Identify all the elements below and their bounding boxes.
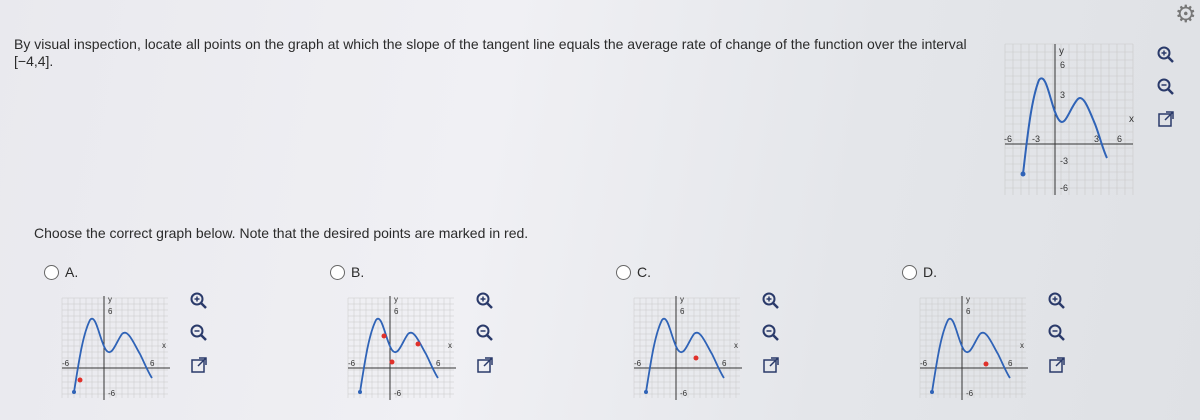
tick-x-6: 6: [1008, 359, 1013, 368]
tick-x-neg6: -6: [920, 359, 928, 368]
popout-icon[interactable]: [1046, 354, 1068, 376]
tick-x-6: 6: [436, 359, 441, 368]
option-c-tools: [760, 290, 782, 376]
radio-a[interactable]: [44, 265, 59, 280]
endpoint-left: [1021, 172, 1026, 177]
zoom-in-icon[interactable]: [474, 290, 496, 312]
red-marker: [416, 342, 421, 347]
endpoint-left: [358, 390, 362, 394]
endpoint-left: [644, 390, 648, 394]
instruction-text: Choose the correct graph below. Note that the desired points are marked in red.: [34, 225, 529, 241]
zoom-in-icon[interactable]: [1155, 44, 1177, 66]
option-d-letter: D.: [923, 264, 937, 280]
tick-x-neg6: -6: [634, 359, 642, 368]
tick-x-neg6: -6: [1004, 134, 1013, 144]
red-marker: [984, 362, 989, 367]
option-c[interactable]: [616, 264, 651, 280]
y-axis-label: y: [1059, 46, 1064, 57]
tick-y-neg6: -6: [966, 389, 974, 398]
tick-x-neg3: -3: [1032, 134, 1041, 144]
popout-icon[interactable]: [760, 354, 782, 376]
red-marker: [694, 356, 699, 361]
tick-x-neg6: -6: [348, 359, 356, 368]
function-curve: [360, 319, 438, 392]
zoom-out-icon[interactable]: [1155, 76, 1177, 98]
x-axis-label: x: [162, 341, 166, 350]
zoom-in-icon[interactable]: [1046, 290, 1068, 312]
tick-y-6: 6: [394, 307, 399, 316]
tick-y-neg6: -6: [680, 389, 688, 398]
tick-x-3: 3: [1094, 134, 1100, 144]
function-curve: [932, 319, 1010, 392]
x-axis-label: x: [1129, 114, 1134, 125]
option-b-letter: B.: [351, 264, 365, 280]
tick-y-6: 6: [966, 307, 971, 316]
function-curve: [646, 319, 724, 392]
option-b[interactable]: [330, 264, 364, 280]
tick-x-6: 6: [150, 359, 155, 368]
main-graph: [1003, 40, 1143, 200]
zoom-out-icon[interactable]: [474, 322, 496, 344]
tick-x-neg6: -6: [62, 359, 70, 368]
zoom-in-icon[interactable]: [760, 290, 782, 312]
popout-icon[interactable]: [474, 354, 496, 376]
option-a-letter: A.: [65, 264, 79, 280]
zoom-in-icon[interactable]: [188, 290, 210, 312]
tick-y-neg6: -6: [108, 389, 116, 398]
option-c-graph: [630, 292, 750, 404]
y-axis-label: y: [108, 295, 112, 304]
popout-icon[interactable]: [188, 354, 210, 376]
red-marker: [382, 334, 387, 339]
gear-icon[interactable]: ⚙: [1175, 1, 1197, 28]
tick-y-3: 3: [1060, 90, 1066, 100]
popout-icon[interactable]: [1155, 108, 1177, 130]
tick-y-6: 6: [108, 307, 113, 316]
option-d-graph: [916, 292, 1036, 404]
red-marker: [390, 360, 395, 365]
tick-y-neg6: -6: [1060, 183, 1069, 193]
option-a[interactable]: [44, 264, 78, 280]
endpoint-left: [72, 390, 76, 394]
option-c-letter: C.: [637, 264, 651, 280]
y-axis-label: y: [680, 295, 684, 304]
x-axis-label: x: [448, 341, 452, 350]
x-axis-label: x: [1020, 341, 1024, 350]
option-b-graph: [344, 292, 464, 404]
tick-y-neg6: -6: [394, 389, 402, 398]
tick-y-6: 6: [680, 307, 685, 316]
radio-c[interactable]: [616, 265, 631, 280]
function-curve: [74, 319, 152, 392]
radio-b[interactable]: [330, 265, 345, 280]
option-d-tools: [1046, 290, 1068, 376]
endpoint-left: [930, 390, 934, 394]
y-axis-label: y: [966, 295, 970, 304]
tick-x-6: 6: [1117, 134, 1123, 144]
option-d[interactable]: [902, 264, 937, 280]
zoom-out-icon[interactable]: [1046, 322, 1068, 344]
tick-x-6: 6: [722, 359, 727, 368]
zoom-out-icon[interactable]: [760, 322, 782, 344]
radio-d[interactable]: [902, 265, 917, 280]
zoom-out-icon[interactable]: [188, 322, 210, 344]
question-text: By visual inspection, locate all points on the graph at which the slope of the tangent line equals the average rate of change of the function over the interval [−4,4].: [14, 36, 967, 69]
tick-y-neg3: -3: [1060, 156, 1069, 166]
x-axis-label: x: [734, 341, 738, 350]
red-marker: [78, 378, 83, 383]
option-a-graph: [58, 292, 178, 404]
option-a-tools: [188, 290, 210, 376]
y-axis-label: y: [394, 295, 398, 304]
option-b-tools: [474, 290, 496, 376]
tick-y-6: 6: [1060, 60, 1066, 70]
